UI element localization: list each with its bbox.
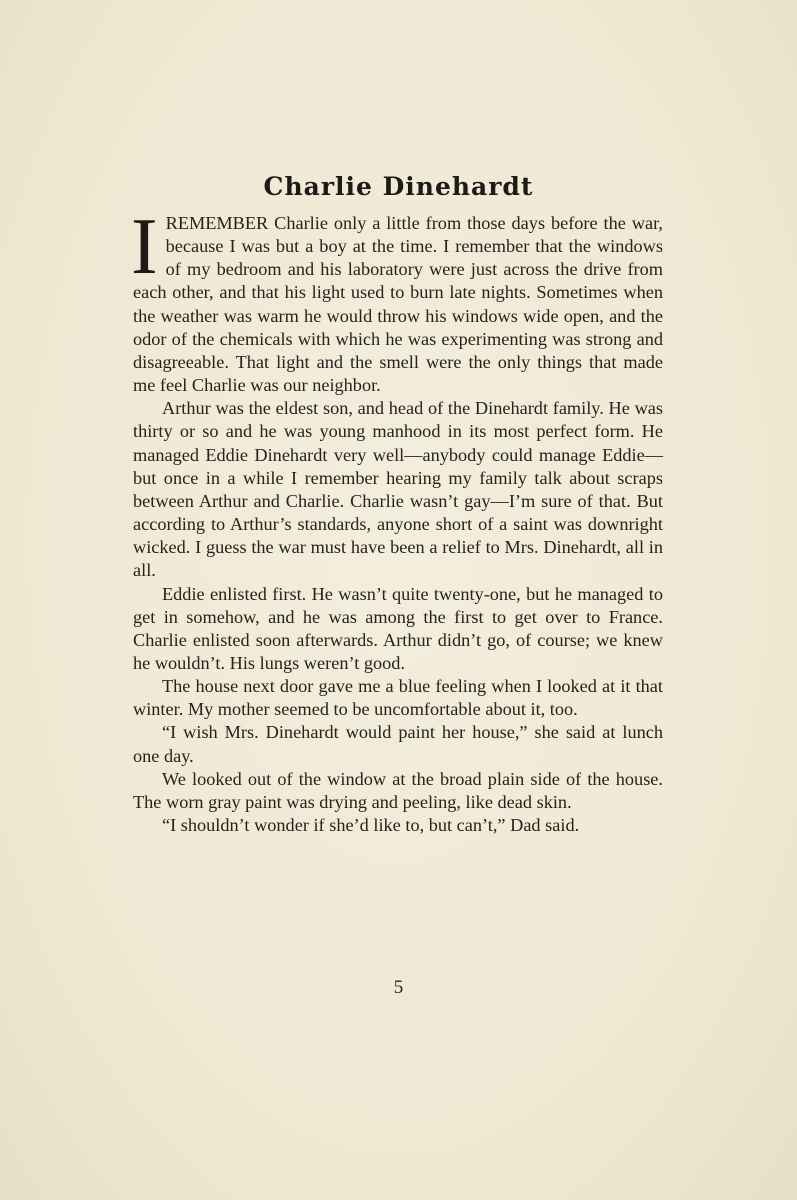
- chapter-title: Charlie Dinehardt: [263, 172, 534, 201]
- paragraph-text: REMEMBER Charlie only a little from those days before the war, because I was but a boy at the time. I remember that the windows of my bedroom and his laboratory were just across the drive from each other, and that his light used to burn late nights. Sometimes when the weather was warm he would throw his windows wide open, and the odor of the chemicals with which he was experimenting was strong and disagreeable. That light and the smell were the only things that made me feel Charlie was our neighbor.: [133, 213, 663, 396]
- paragraph: “I shouldn’t wonder if she’d like to, but can’t,” Dad said.: [162, 815, 580, 836]
- paragraph: Eddie enlisted first. He wasn’t quite twenty-one, but he managed to get in somehow, and he was among the first to get over to France. Charlie enlisted soon afterwards. Arthur didn’t go, of course; we knew he wouldn’t. His lungs weren’t good.: [133, 583, 663, 673]
- body-text: [131, 203, 663, 837]
- paragraph: [131, 203, 663, 397]
- paragraph: Arthur was the eldest son, and head of the Dinehardt family. He was thirty or so and he was young manhood in its most perfect form. He managed Eddie Dinehardt very well—anybody could manage Eddie—but once in a while I remember hearing my family talk about scraps between Arthur and Charlie. Charlie wasn’t gay—I’m sure of that. But according to Arthur’s standards, anyone short of a saint was downright wicked. I guess the war must have been a relief to Mrs. Dinehardt, all in all.: [133, 398, 663, 581]
- paragraph: We looked out of the window at the broad plain side of the house. The worn gray paint was drying and peeling, like dead skin.: [133, 768, 663, 812]
- paragraph: “I wish Mrs. Dinehardt would paint her house,” she said at lunch one day.: [133, 722, 663, 766]
- drop-cap: I: [131, 203, 158, 291]
- paragraph: The house next door gave me a blue feeling when I looked at it that winter. My mother seemed to be uncomfortable about it, too.: [133, 676, 663, 720]
- page-number: 5: [393, 977, 404, 998]
